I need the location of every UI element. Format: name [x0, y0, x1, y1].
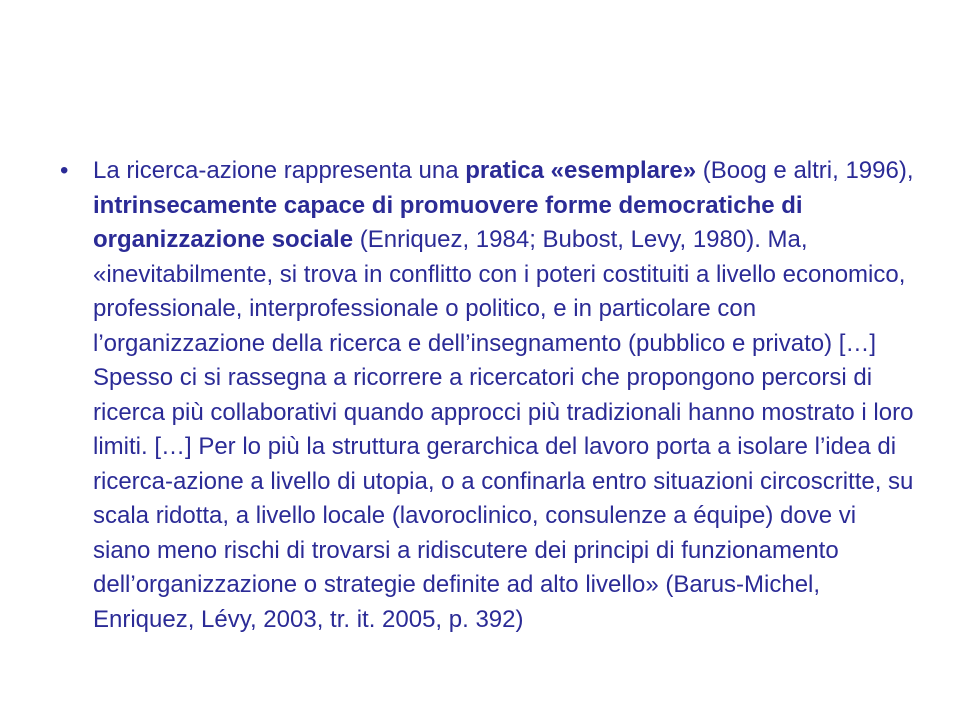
bullet-item [60, 154, 920, 637]
bullet-list [60, 154, 920, 637]
text-segment: (Enriquez, 1984; Bubost, Levy, 1980). Ma, «inevitabilmente, si trova in conflitto con i poteri costituiti a livello economico, professionale, interprofessionale o politico, e in particolare con l’organizzazione della ricerca e dell’insegnamento (pubblico e privato) […] Spesso ci si rassegna a ricorrere a ricercatori che propongono percorsi di ricerca più collaborativi quando approcci più tradizionali hanno mostrato i loro limiti. […] Per lo più la struttura gerarchica del lavoro porta a isolare l’idea di ricerca-azione a livello di utopia, o a confinarla entro situazioni circoscritte, su scala ridotta, a livello locale (lavoroclinico, consulenze a équipe) dove vi siano meno rischi di trovarsi a ridiscutere dei principi di funzionamento dell’organizzazione o strategie definite ad alto livello» (Barus-Michel, Enriquez, Lévy, 2003, tr. it. 2005, p. 392) [93, 226, 914, 633]
bold-text-segment: pratica «esemplare» [465, 157, 697, 184]
bold-text-segment: intrinsecamente capace di promuovere forme democratiche di organizzazione sociale [93, 191, 803, 253]
text-segment: La ricerca-azione rappresenta una [93, 157, 466, 184]
text-segment: (Boog e altri, 1996), [696, 157, 914, 184]
bullet-marker: • [60, 157, 69, 184]
bullet-text [93, 154, 920, 637]
